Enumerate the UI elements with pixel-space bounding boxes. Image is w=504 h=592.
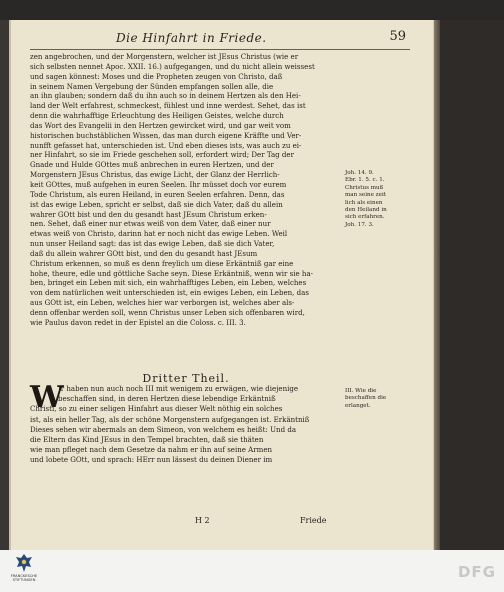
section-paragraph [30, 380, 342, 466]
viewer-footer-bar [0, 550, 504, 592]
text-line: von dem natürlichen weit unterschieden ist, ein ewiges Leben, ein Leben, das [30, 288, 309, 298]
text-line: beschaffen sind, in deren Hertzen diese lebendige Erkäntniß [58, 394, 276, 404]
page-number: 59 [389, 29, 406, 44]
text-line: an ihn glauben; sondern daß du ihn auch so in deinem Hertzen als den Hei- [30, 91, 301, 101]
text-line: daß du allein wahrer GOtt bist, und den du gesandt hast JEsum [30, 248, 258, 258]
text-line: ner Hinfahrt, so sie im Friede geschehen soll, erfordert wird; Der Tag der [30, 150, 294, 160]
running-title: Die Hinfahrt in Friede. [116, 31, 267, 45]
text-line: wie Paulus davon redet in der Epistel an die Coloss. c. III. 3. [30, 317, 246, 327]
text-line: denn offenbar werden soll, wenn Christus unser Leben sich offenbaren wird, [30, 307, 305, 317]
text-line: III. Wie die [345, 388, 377, 394]
text-line: Ir haben nun auch noch III mit wenigem zu erwägen, wie diejenige [58, 384, 299, 393]
text-line: nunfft gefasset hat, unterschieden ist. Und eben dieses ists, was auch zu ei- [30, 140, 302, 150]
text-line: wie man pfleget nach dem Gesetze da nahm er ihn auf seine Armen [30, 445, 273, 455]
text-line: den Heiland in [345, 207, 387, 214]
text-line: ist, als ein heller Tag, als der schöne Morgenstern aufgegangen ist. Erkäntniß [30, 414, 310, 424]
text-line: beschaffen die [345, 395, 387, 402]
eagle-icon [14, 552, 34, 574]
drop-cap: W [30, 380, 64, 415]
text-line: hohe, theure, edle und göttliche Sache seyn. Diese Erkäntniß, wenn wir sie ha- [30, 268, 314, 278]
text-line: man seine zeit [345, 192, 386, 199]
margin-notes-section [345, 388, 403, 410]
text-line: wahrer GOtt bist und den du gesandt hast JEsum Christum erken- [30, 209, 267, 219]
text-line: Joh. 17. 3. [345, 221, 374, 228]
text-line: in seinem Namen Vergebung der Sünden empfangen sollen alle, die [30, 81, 274, 91]
text-line: ben, bringet ein Leben mit sich, ein wahrhafftiges Leben, ein Leben, welches [30, 278, 307, 288]
left-page-edge [0, 20, 9, 550]
text-line: sich erfahren. [345, 214, 385, 221]
page-header [30, 31, 410, 50]
text-line: zen angebrochen, und der Morgenstern, welcher ist JEsus Christus (wie er [30, 52, 299, 61]
logo-caption: FRANCKESCHE STIFTUNGEN [10, 574, 38, 582]
book-binding-edge [434, 20, 504, 550]
text-line: Joh. 14. 9. [345, 170, 374, 176]
text-line: lich als einen [345, 199, 383, 206]
text-line: nen. Sehet, daß einer nur etwas weiß von dem Vater, daß einer nur [30, 219, 271, 229]
margin-notes [345, 170, 403, 229]
text-line: Morgenstern JEsus Christus, das ewige Licht, der Glanz der Herrlich- [30, 170, 280, 180]
main-text-block [30, 52, 342, 328]
text-line: land der Welt erfahrest, schmeckest, fühlest und inne werdest. Sehet, das ist [30, 101, 306, 111]
text-line: erlanget. [345, 402, 371, 409]
text-line: Dieses sehen wir abermals an dem Simeon, von welchem es heißt: Und da [30, 424, 297, 434]
text-line: aus GOtt ist, ein Leben, welches hier war verborgen ist, welches aber als- [30, 298, 295, 308]
text-line: Gnade und Hulde GOttes muß anbrechen in euren Hertzen, und der [30, 160, 274, 170]
signature-mark: H 2 [195, 516, 210, 525]
text-line: denn die wahrhafftige Erleuchtung des Heiligen Geistes, welche durch [30, 111, 284, 121]
text-line: historischen buchstäblichen Wissen, das man durch eigene Kräffte und Ver- [30, 130, 302, 140]
text-line: nun unser Heiland sagt: das ist das ewige Leben, daß sie dich Vater, [30, 239, 275, 249]
text-line: Christus muß [345, 184, 384, 191]
text-line: Christi, so zu einer seligen Hinfahrt aus dieser Welt nöthig ein solches [30, 404, 283, 414]
text-line: ist das ewige Leben, spricht er selbst, daß sie dich Vater, daß du allein [30, 199, 283, 209]
text-line: Ebr. 1. 5. c. 1. [345, 177, 385, 184]
text-line: und lobete GOtt, und sprach: HErr nun lässest du deinen Diener im [30, 455, 273, 465]
text-line: das Wort des Evangelii in den Hertzen gewircket wird, und gar weit vom [30, 120, 291, 130]
text-line: etwas weiß von Christo, darinn hat er noch nicht das ewige Leben. Weil [30, 229, 288, 239]
text-line: und sagen könnest: Moses und die Propheten zeugen von Christo, daß [30, 71, 283, 81]
dfg-logo: DFG [457, 563, 496, 581]
text-line: Christum erkennen, so muß es denn freylich um diese Erkäntniß gar eine [30, 258, 294, 268]
text-line: sich selbsten nennet Apoc. XXII. 16.) aufgegangen, und du nicht allein weissest [30, 61, 315, 71]
text-line: die Eltern das Kind JEsus in den Tempel brachten, daß sie thäten [30, 435, 264, 445]
catchword: Friede [300, 516, 327, 525]
text-line: keit GOttes, muß aufgehen in euren Seelen. Ihr müsset doch vor eurem [30, 179, 287, 189]
section-title: Dritter Theil. [142, 372, 230, 385]
francke-logo [4, 552, 44, 590]
text-line: Tode Christum, als euren Heiland, in euren Seelen erfahren. Denn, das [30, 189, 285, 199]
